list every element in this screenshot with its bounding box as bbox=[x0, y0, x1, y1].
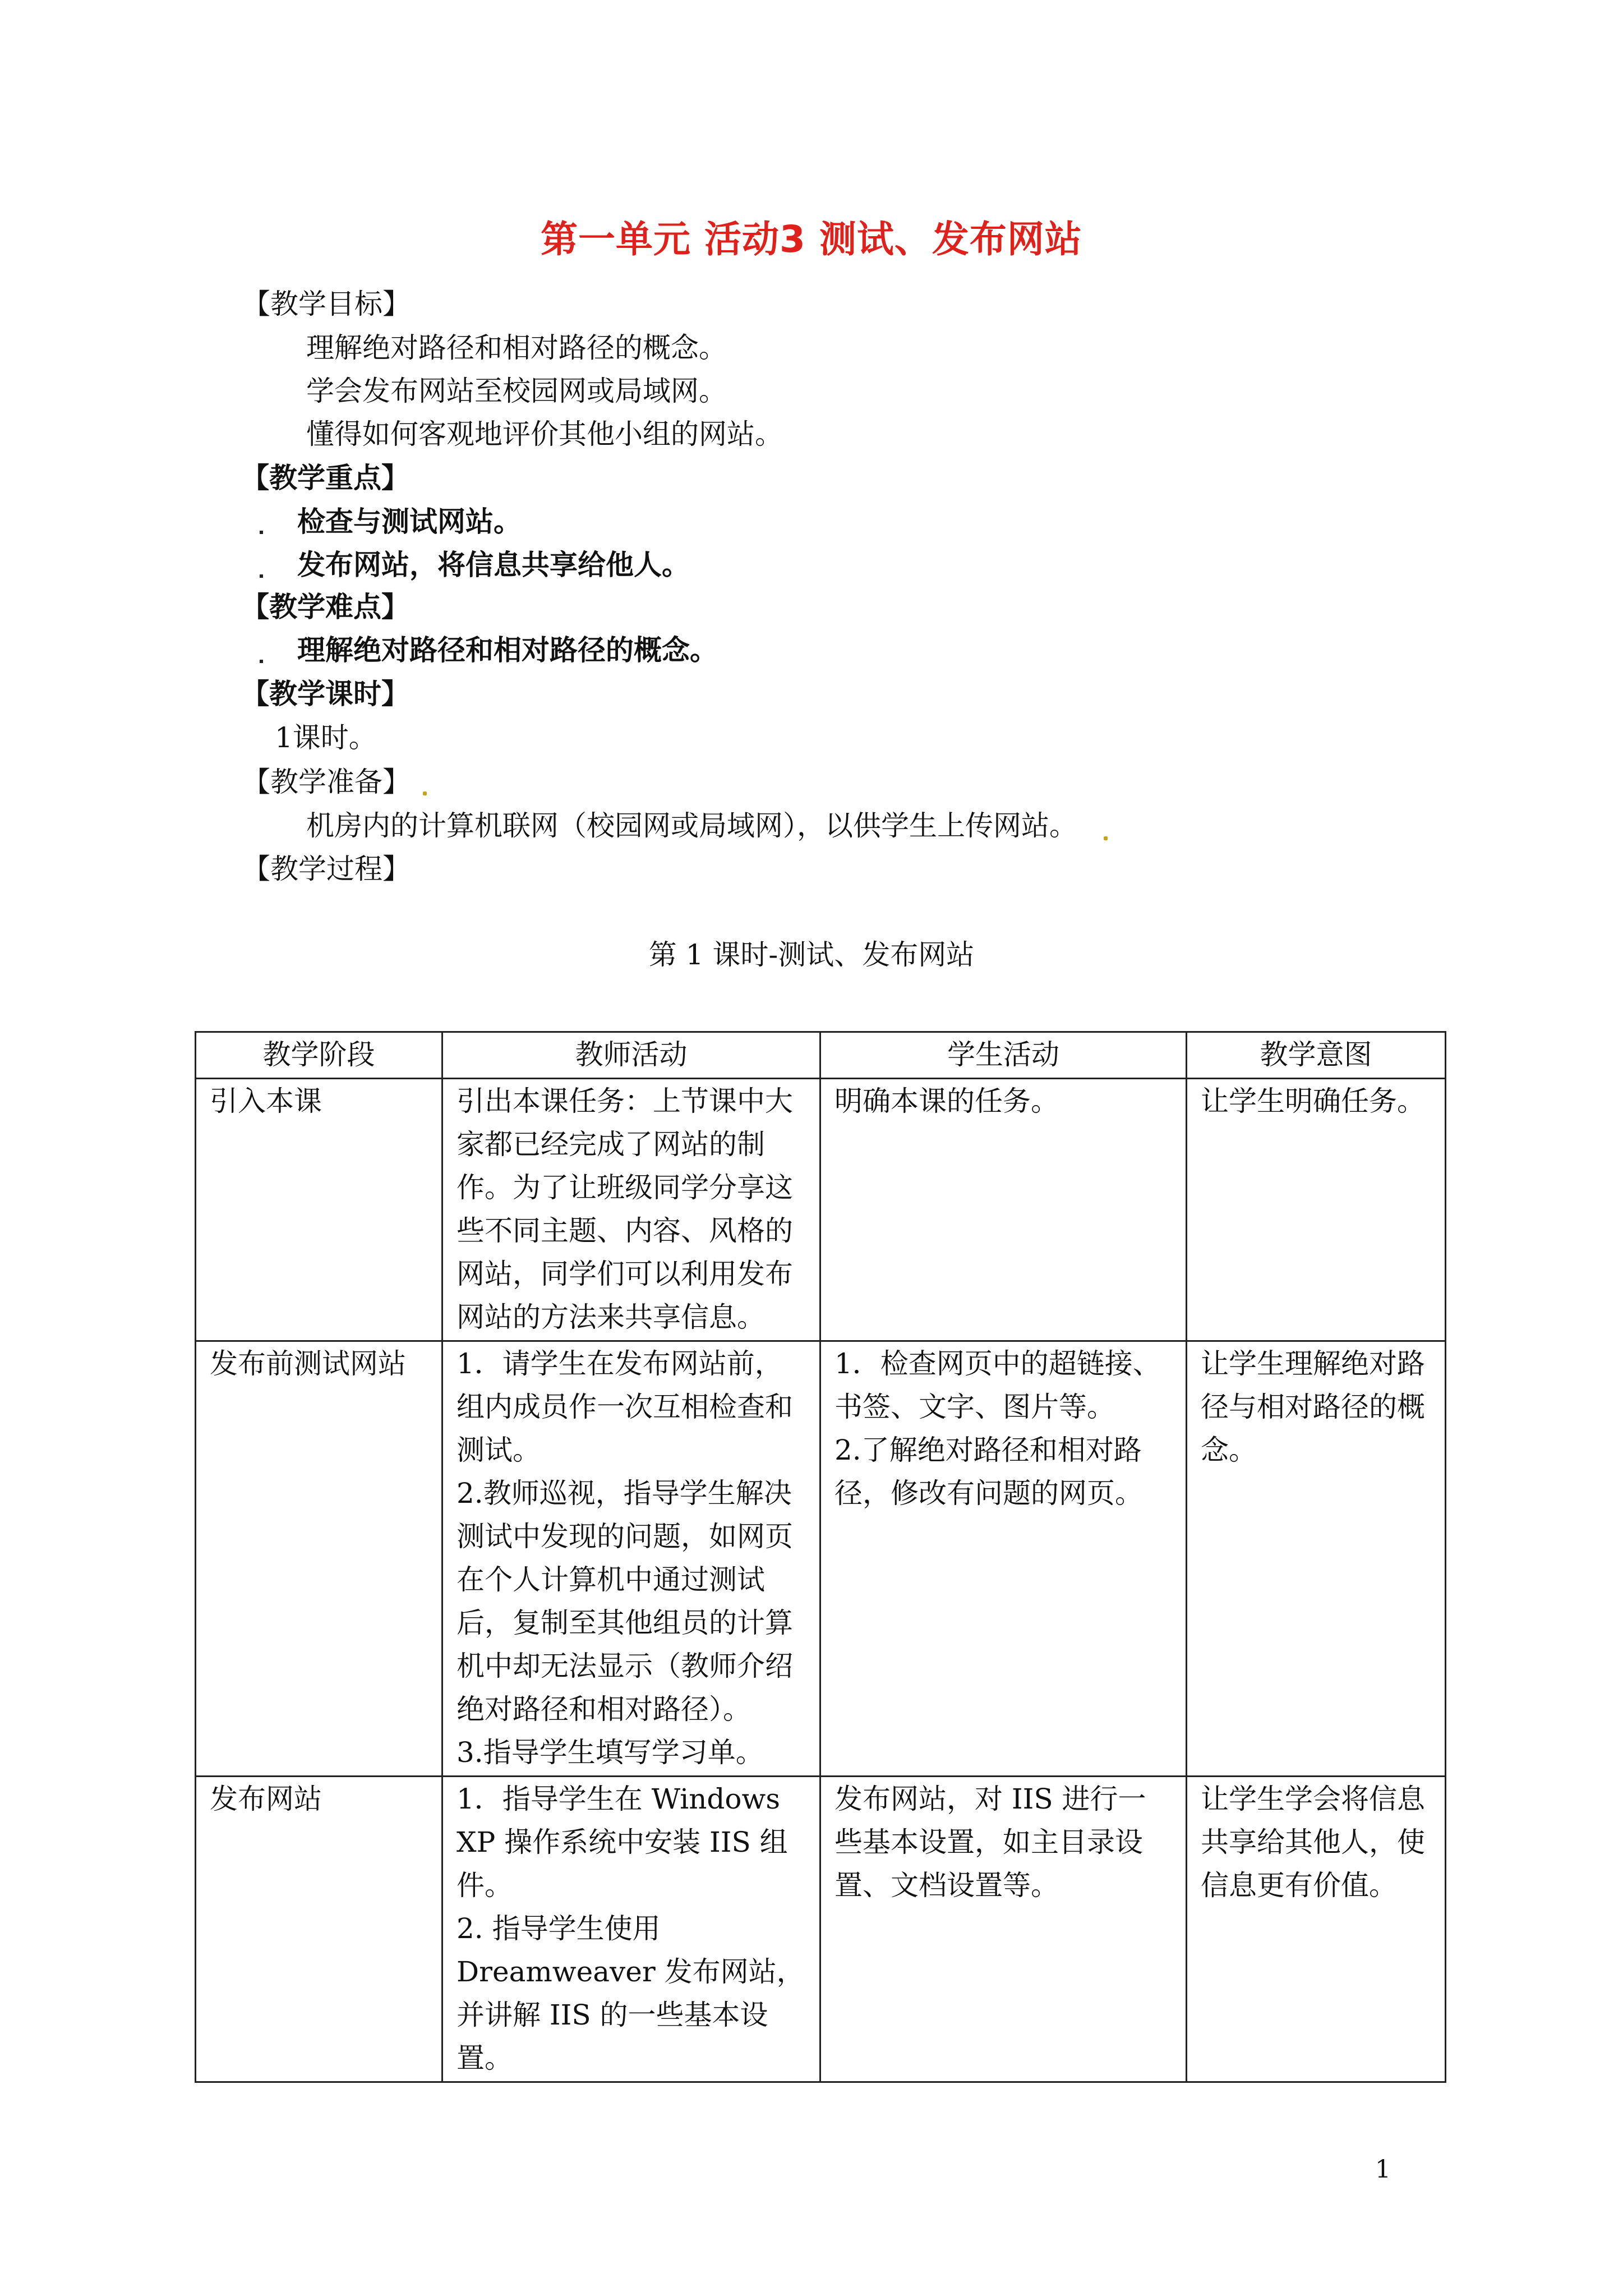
key-point-item: 发布网站，将信息共享给他人。 bbox=[297, 549, 690, 581]
intent-cell: 让学生明确任务。 bbox=[1187, 1079, 1446, 1341]
teacher-activity-cell: 1．指导学生在 Windows XP 操作系统中安装 IIS 组件。 2. 指导学生使用 Dreamweaver 发布网站，并讲解 IIS 的一些基本设置。 bbox=[442, 1777, 820, 2082]
stage-cell: 引入本课 bbox=[196, 1079, 442, 1341]
difficulty-item: 理解绝对路径和相对路径的概念。 bbox=[297, 634, 718, 666]
column-header: 学生活动 bbox=[820, 1032, 1187, 1079]
objective-item: 懂得如何客观地评价其他小组的网站。 bbox=[306, 418, 783, 450]
objectives-heading: 【教学目标】 bbox=[242, 288, 411, 320]
document-title: 第一单元 活动3 测试、发布网站 bbox=[541, 218, 1082, 261]
stage-cell: 发布网站 bbox=[196, 1777, 442, 2082]
process-heading: 【教学过程】 bbox=[242, 853, 411, 885]
intent-cell: 让学生理解绝对路径与相对路径的概念。 bbox=[1187, 1341, 1446, 1777]
bullet-dot bbox=[260, 574, 263, 578]
objective-item: 理解绝对路径和相对路径的概念。 bbox=[306, 332, 727, 364]
lesson-title: 第 1 课时-测试、发布网站 bbox=[648, 938, 975, 971]
preparation-heading: 【教学准备】 bbox=[242, 766, 411, 798]
student-activity-cell: 发布网站，对 IIS 进行一些基本设置，如主目录设置、文档设置等。 bbox=[820, 1777, 1187, 2082]
objective-item: 学会发布网站至校园网或局域网。 bbox=[306, 375, 727, 407]
teacher-activity-cell: 1．请学生在发布网站前，组内成员作一次互相检查和测试。 2.教师巡视，指导学生解决测试中发现的问题，如网页在个人计算机中通过测试后，复制至其他组员的计算机中却无法显示（教师介绍绝对路径和相对路径）。 3.指导学生填写学习单。 bbox=[442, 1341, 820, 1777]
hours-text: 1课时。 bbox=[275, 721, 377, 754]
column-header: 教学阶段 bbox=[196, 1032, 442, 1079]
column-header: 教师活动 bbox=[442, 1032, 820, 1079]
student-activity-cell: 1．检查网页中的超链接、书签、文字、图片等。 2.了解绝对路径和相对路径，修改有问题的网页。 bbox=[820, 1341, 1187, 1777]
mark-dot bbox=[423, 792, 427, 795]
key-points-heading: 【教学重点】 bbox=[241, 462, 409, 494]
lesson-plan-table bbox=[195, 1031, 1446, 2083]
stage-cell: 发布前测试网站 bbox=[196, 1341, 442, 1777]
student-activity-cell: 明确本课的任务。 bbox=[820, 1079, 1187, 1341]
preparation-text: 机房内的计算机联网（校园网或局域网），以供学生上传网站。 bbox=[306, 809, 1077, 842]
table-row bbox=[196, 1777, 1446, 2082]
key-point-item: 检查与测试网站。 bbox=[297, 505, 522, 538]
mark-dot bbox=[1104, 836, 1108, 840]
hours-heading: 【教学课时】 bbox=[241, 678, 409, 710]
table-row bbox=[196, 1079, 1446, 1341]
table-header-row bbox=[196, 1032, 1446, 1079]
bullet-dot bbox=[260, 531, 263, 534]
page-number: 1 bbox=[1375, 2155, 1391, 2184]
difficulties-heading: 【教学难点】 bbox=[241, 591, 409, 623]
bullet-dot bbox=[260, 660, 263, 663]
teacher-activity-cell: 引出本课任务：上节课中大家都已经完成了网站的制作。为了让班级同学分享这些不同主题、内容、风格的网站，同学们可以利用发布网站的方法来共享信息。 bbox=[442, 1079, 820, 1341]
column-header: 教学意图 bbox=[1187, 1032, 1446, 1079]
intent-cell: 让学生学会将信息共享给其他人，使信息更有价值。 bbox=[1187, 1777, 1446, 2082]
table-row bbox=[196, 1341, 1446, 1777]
